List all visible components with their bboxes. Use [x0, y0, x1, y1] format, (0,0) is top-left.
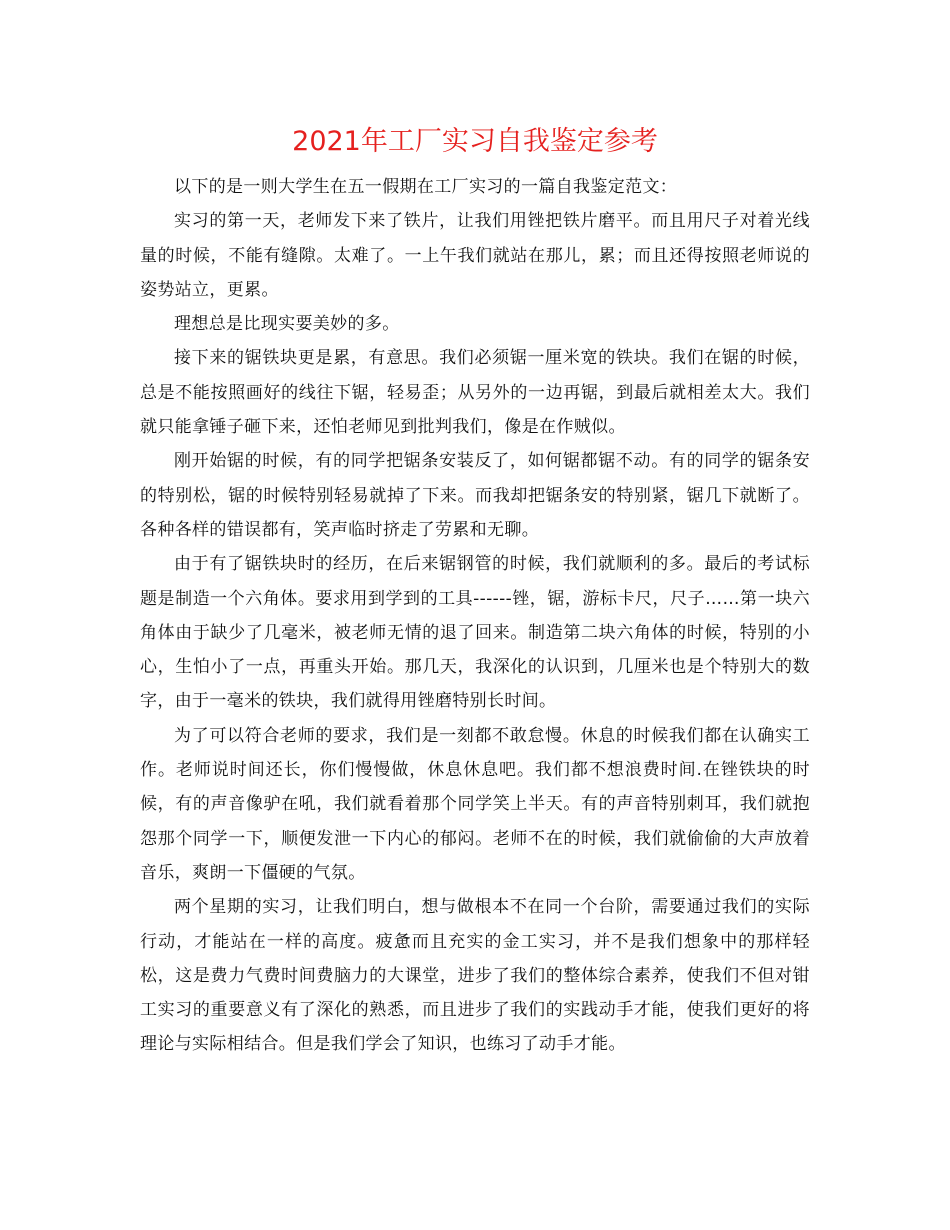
paragraph-first-day: 实习的第一天，老师发下来了铁片，让我们用锉把铁片磨平。而且用尺子对着光线量的时候，不能有缝隙。太难了。一上午我们就站在那儿，累；而且还得按照老师说的姿势站立，更累。	[140, 211, 810, 300]
paragraph-saw-blade: 刚开始锯的时候，有的同学把锯条安装反了，如何锯都锯不动。有的同学的锯条安的特别松，锯的时候特别轻易就掉了下来。而我却把锯条安的特别紧，锯几下就断了。各种各样的错误都有，笑声临时挤走了劳累和无聊。	[140, 451, 810, 540]
paragraph-hexagon: 由于有了锯铁块时的经历，在后来锯钢管的时候，我们就顺利的多。最后的考试标题是制造一个六角体。要求用到学到的工具------锉，锯，游标卡尺，尺子……第一块六角体由于缺少了几毫米，被老师无情的退了回来。制造第二块六角体的时候，特别的小心，生怕小了一点，再重头开始。那几天，我深化的认识到，几厘米也是个特别大的数字，由于一毫米的铁块，我们就得用锉磨特别长时间。	[140, 554, 810, 712]
paragraph-intro: 以下的是一则大学生在五一假期在工厂实习的一篇自我鉴定范文：	[174, 177, 678, 197]
document-body	[140, 170, 810, 1062]
paragraph-work-attitude: 为了可以符合老师的要求，我们是一刻都不敢怠慢。休息的时候我们都在认确实工作。老师说时间还长，你们慢慢做，休息休息吧。我们都不想浪费时间.在锉铁块的时候，有的声音像驴在吼，我们就看着那个同学笑上半天。有的声音特别刺耳，我们就抱怨那个同学一下，顺便发泄一下内心的郁闷。老师不在的时候，我们就偷偷的大声放着音乐，爽朗一下僵硬的气氛。	[140, 725, 810, 883]
paragraph-ideal-vs-reality: 理想总是比现实要美妙的多。	[174, 314, 400, 335]
paragraph-sawing-iron: 接下来的锯铁块更是累，有意思。我们必须锯一厘米宽的铁块。我们在锯的时候，总是不能按照画好的线往下锯，轻易歪；从另外的一边再锯，到最后就相差太大。我们就只能拿锤子砸下来，还怕老师见到批判我们，像是在作贼似。	[140, 348, 810, 438]
document-title: 2021年工厂实习自我鉴定参考	[292, 126, 658, 157]
paragraph-conclusion: 两个星期的实习，让我们明白，想与做根本不在同一个台阶，需要通过我们的实际行动，才能站在一样的高度。疲惫而且充实的金工实习，并不是我们想象中的那样轻松，这是费力气费时间费脑力的大课堂，进步了我们的整体综合素养，使我们不但对钳工实习的重要意义有了深化的熟悉，而且进步了我们的实践动手才能，使我们更好的将理论与实际相结合。但是我们学会了知识，也练习了动手才能。	[140, 897, 810, 1055]
